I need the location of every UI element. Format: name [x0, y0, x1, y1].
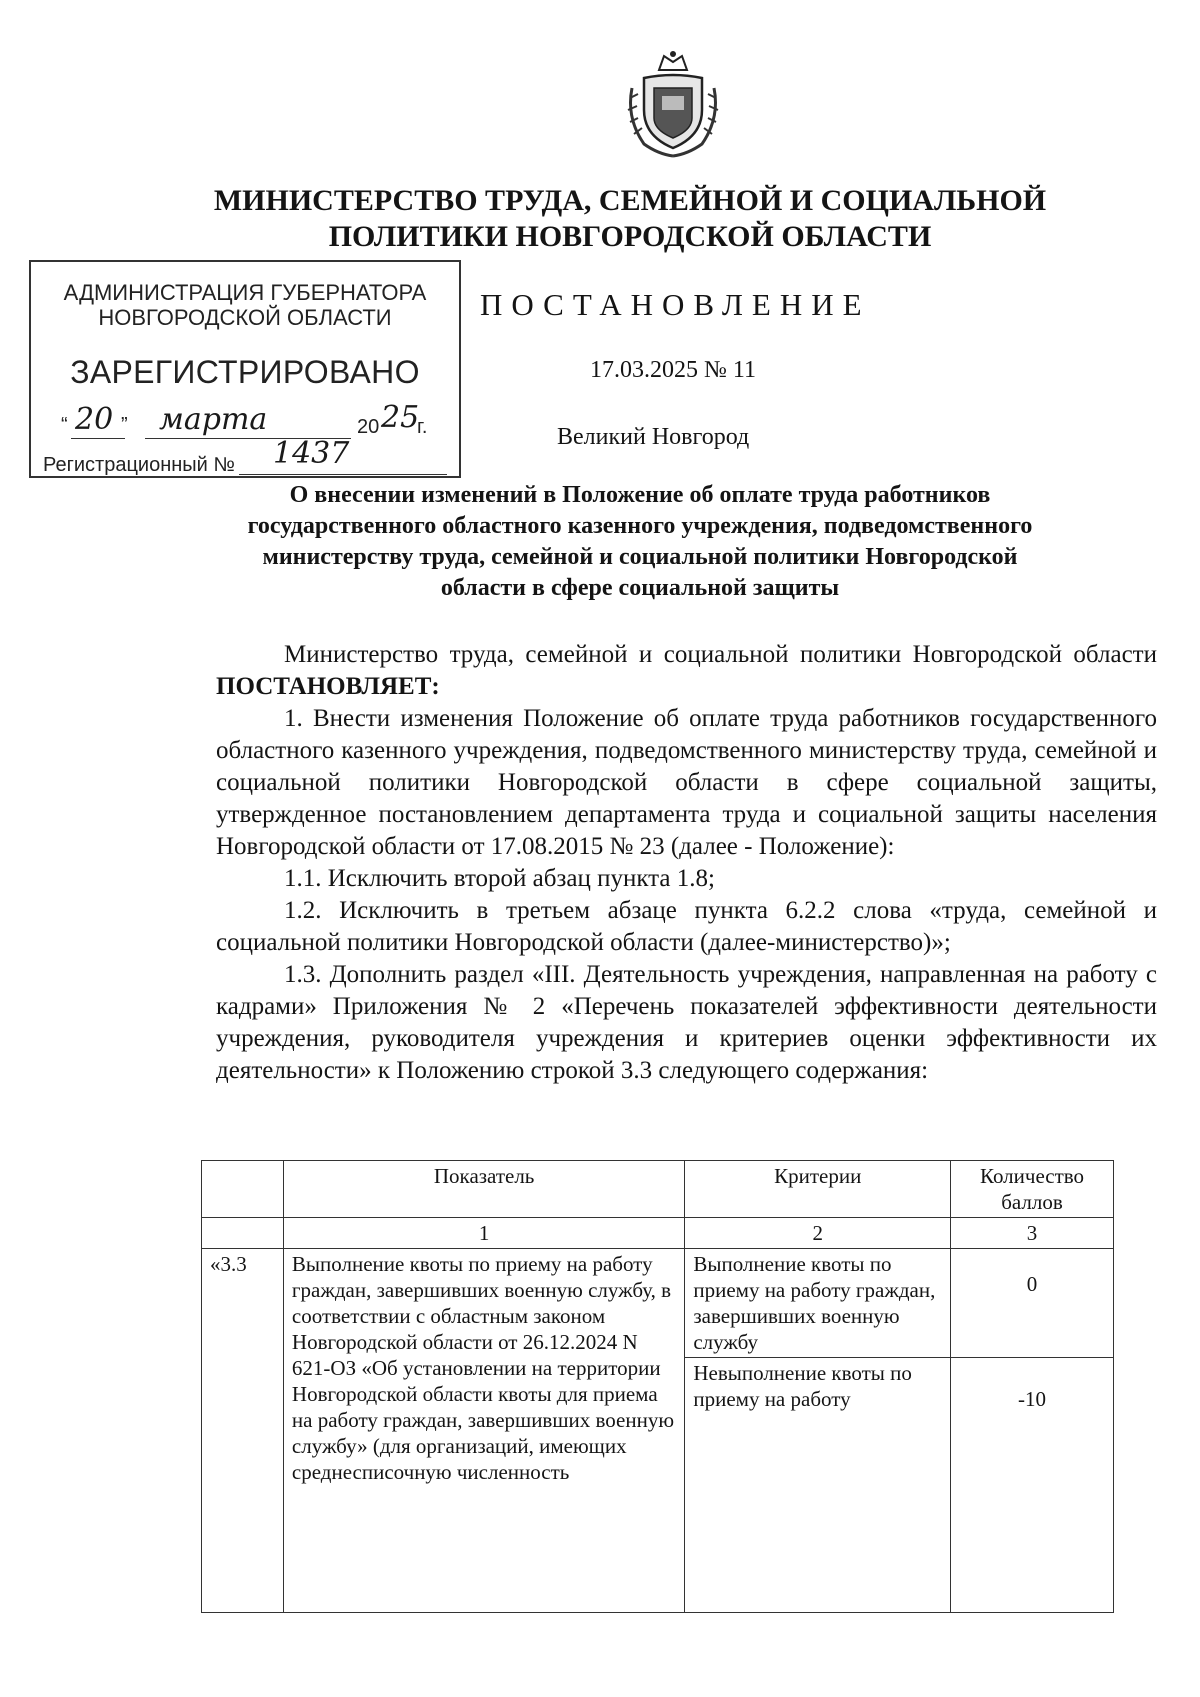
- stamp-org: [31, 280, 459, 330]
- paragraph-1: 1. Внести изменения Положение об оплате труда работников государственного областного казенного учреждения, подведомственного министерству труда, семейной и социальной политики Новгородской области в сфере социальной защиты, утвержденное постановлением департамента труда и социальной защиты населения Новгородской области от 17.08.2015 № 23 (далее - Положение):: [216, 705, 1157, 860]
- stamp-reg-number: 1437: [273, 436, 350, 471]
- criteria-table: [201, 1160, 1114, 1613]
- decree-type: ПОСТАНОВЛЕНИЕ: [480, 287, 871, 322]
- document-title: [200, 480, 1080, 604]
- col-number-3: 3: [951, 1218, 1114, 1249]
- registration-stamp: [29, 260, 461, 478]
- paragraph-1-1: 1.1. Исключить второй абзац пункта 1.8;: [284, 865, 715, 892]
- stamp-reg-line: [43, 436, 453, 480]
- decree-city: Великий Новгород: [557, 424, 750, 450]
- header-criteria: Критерии: [685, 1161, 951, 1218]
- document-body: [216, 639, 1157, 1087]
- intro-paragraph: [216, 639, 1157, 703]
- paragraph-1-2: 1.2. Исключить в третьем абзаце пункта 6.2.2 слова «труда, семейной и социальной политики Новгородской области (далее-министерство)»;: [216, 897, 1157, 956]
- decree-date-number: 17.03.2025 № 11: [590, 357, 757, 383]
- stamp-year-suffix: 25: [381, 400, 420, 435]
- stamp-day: 20: [75, 402, 114, 437]
- table-row: [202, 1249, 1114, 1358]
- stamp-registered: ЗАРЕГИСТРИРОВАНО: [70, 354, 420, 390]
- ministry-line-2: ПОЛИТИКИ НОВГОРОДСКОЙ ОБЛАСТИ: [328, 220, 932, 253]
- intro-bold: ПОСТАНОВЛЯЕТ:: [216, 673, 440, 700]
- stamp-org-line-2: НОВГОРОДСКОЙ ОБЛАСТИ: [98, 305, 392, 330]
- row-indicator: Выполнение квоты по приему на работу граждан, завершивших военную службу, в соответствии с областным законом Новгородской области от 26.12.2024 N 621-ОЗ «Об установлении на территории Новгородской области квоты для приема на работу граждан, завершивших военную службу» (для организаций, имеющих среднесписочную численность: [283, 1249, 684, 1613]
- col-number-1: 1: [283, 1218, 684, 1249]
- ministry-name: [200, 183, 1060, 255]
- stamp-month: марта: [159, 402, 268, 437]
- col-number-empty: [202, 1218, 284, 1249]
- table-header-row: [202, 1161, 1114, 1218]
- row-criteria-1: Выполнение квоты по приему на работу граждан, завершивших военную службу: [685, 1249, 951, 1358]
- intro-text: Министерство труда, семейной и социальной политики Новгородской области: [284, 641, 1157, 668]
- stamp-reg-label: Регистрационный №: [43, 454, 235, 476]
- header-points: Количество баллов: [951, 1161, 1114, 1218]
- coat-of-arms-icon: [624, 48, 722, 160]
- row-points-1: 0: [951, 1249, 1114, 1358]
- header-number-cell: [202, 1161, 284, 1218]
- title-line-2: государственного областного казенного учреждения, подведомственного: [247, 513, 1033, 539]
- stamp-year-unit: г.: [417, 416, 428, 438]
- stamp-org-line-1: АДМИНИСТРАЦИЯ ГУБЕРНАТОРА: [63, 280, 427, 305]
- table-column-numbers-row: [202, 1218, 1114, 1249]
- row-points-2: -10: [951, 1358, 1114, 1613]
- header-indicator: Показатель: [283, 1161, 684, 1218]
- title-line-3: министерству труда, семейной и социальной политики Новгородской: [262, 544, 1018, 570]
- stamp-year-prefix: 20: [357, 416, 380, 438]
- title-line-4: области в сфере социальной защиты: [440, 575, 840, 601]
- paragraph-1-3: 1.3. Дополнить раздел «III. Деятельность учреждения, направленная на работу с кадрами» Приложения № 2 «Перечень показателей эффективности деятельности учреждения, руководителя учреждения и критериев оценки эффективности их деятельности» к Положению строкой 3.3 следующего содержания:: [216, 961, 1157, 1084]
- row-number: «3.3: [202, 1249, 284, 1613]
- ministry-line-1: МИНИСТЕРСТВО ТРУДА, СЕМЕЙНОЙ И СОЦИАЛЬНОЙ: [213, 184, 1047, 217]
- col-number-2: 2: [685, 1218, 951, 1249]
- title-line-1: О внесении изменений в Положение об оплате труда работников: [289, 482, 991, 508]
- row-criteria-2: Невыполнение квоты по приему на работу: [685, 1358, 951, 1613]
- stamp-date-line: “ 20 ” марта 20 25 г.: [61, 400, 428, 438]
